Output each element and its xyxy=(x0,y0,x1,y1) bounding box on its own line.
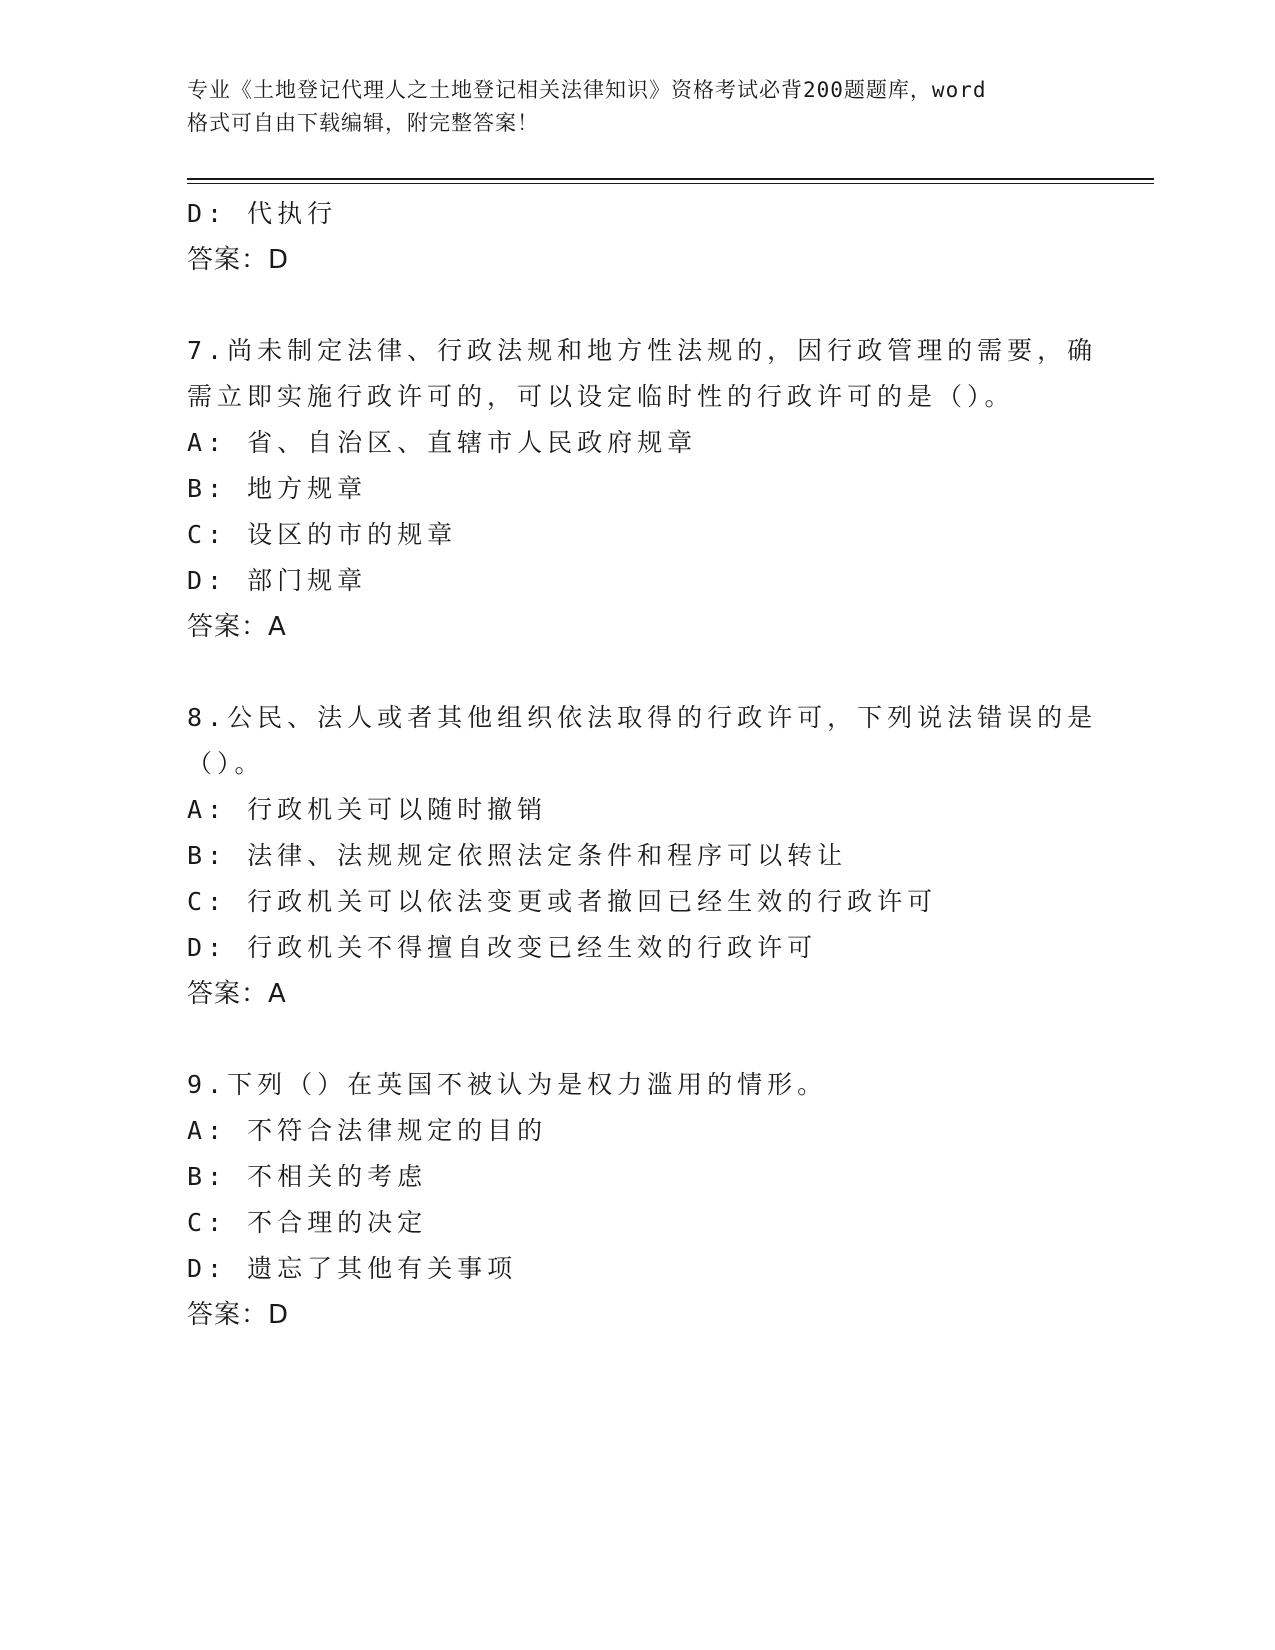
question-stem-line-2: （）。 xyxy=(187,749,265,778)
option-d: D: 遗忘了其他有关事项 xyxy=(187,1254,518,1283)
header-title-line-1: 专业《土地登记代理人之土地登记相关法律知识》资格考试必背200题题库，word xyxy=(187,78,987,102)
question-stem-line-2: 需立即实施行政许可的，可以设定临时性的行政许可的是（）。 xyxy=(187,382,1015,411)
answer-line: 答案：D xyxy=(187,245,290,275)
document-body xyxy=(187,191,1098,1338)
option-d: D: 行政机关不得擅自改变已经生效的行政许可 xyxy=(187,933,818,962)
question-6-tail xyxy=(187,191,1087,283)
option-b: B: 法律、法规规定依照法定条件和程序可以转让 xyxy=(187,841,848,870)
question-8 xyxy=(187,695,1098,1017)
answer-line: 答案：A xyxy=(187,612,287,642)
option-d: D: 代执行 xyxy=(187,199,338,228)
header-divider-thick xyxy=(187,178,1154,180)
option-c: C: 不合理的决定 xyxy=(187,1208,428,1237)
option-b: B: 不相关的考虑 xyxy=(187,1162,428,1191)
spacer xyxy=(187,1017,1087,1062)
option-d: D: 部门规章 xyxy=(187,566,368,595)
option-c: C: 设区的市的规章 xyxy=(187,520,458,549)
option-b: B: 地方规章 xyxy=(187,474,368,503)
header-title-line-2: 格式可自由下载编辑，附完整答案！ xyxy=(187,111,539,135)
option-a: A: 行政机关可以随时撤销 xyxy=(187,795,548,824)
option-a: A: 省、自治区、直辖市人民政府规章 xyxy=(187,428,698,457)
answer-line: 答案：A xyxy=(187,979,287,1009)
question-stem-line-1: 8.公民、法人或者其他组织依法取得的行政许可，下列说法错误的是 xyxy=(187,703,1098,732)
question-9 xyxy=(187,1062,1087,1338)
question-stem-line-1: 9.下列（）在英国不被认为是权力滥用的情形。 xyxy=(187,1070,828,1099)
spacer xyxy=(187,283,1087,328)
spacer xyxy=(187,650,1087,695)
option-c: C: 行政机关可以依法变更或者撤回已经生效的行政许可 xyxy=(187,887,938,916)
question-stem-line-1: 7.尚未制定法律、行政法规和地方性法规的，因行政管理的需要，确 xyxy=(187,336,1098,365)
question-7 xyxy=(187,328,1098,650)
option-a: A: 不符合法律规定的目的 xyxy=(187,1116,548,1145)
answer-line: 答案：D xyxy=(187,1300,290,1330)
header-divider-thin xyxy=(187,183,1154,184)
page-header xyxy=(187,74,1087,140)
